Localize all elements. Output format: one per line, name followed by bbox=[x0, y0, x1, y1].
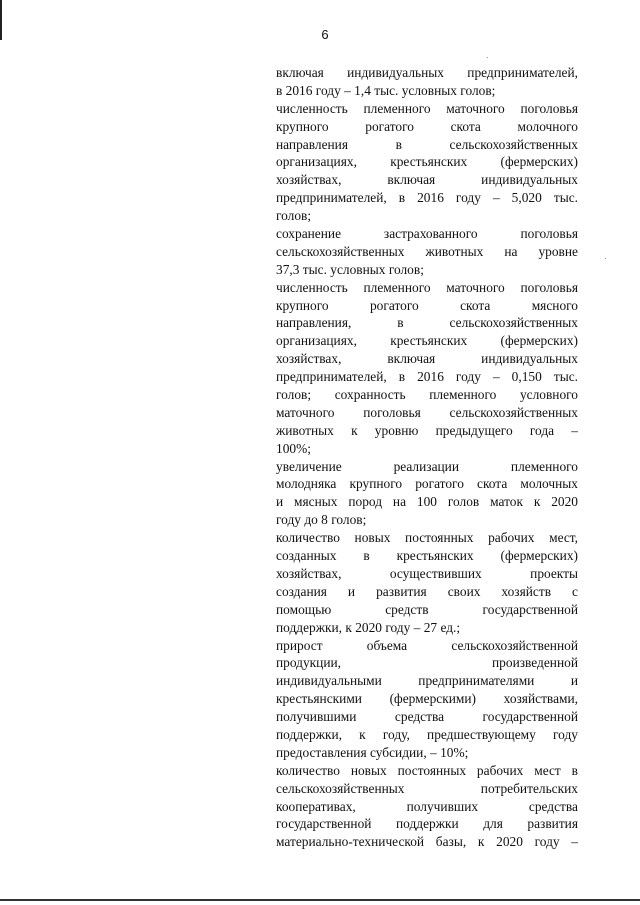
text-line: включая индивидуальных предпринимателей, bbox=[276, 65, 578, 80]
text-line: крестьянскими (фермерскими) хозяйствами, bbox=[276, 691, 578, 707]
text-line: хозяйствах, включая индивидуальных bbox=[276, 351, 578, 367]
text-line: голов; bbox=[276, 208, 312, 224]
text-line: голов; сохранность племенного условного bbox=[276, 387, 578, 403]
text-line: хозяйствах, осуществивших проекты bbox=[276, 565, 578, 581]
text-line: поддержки, к году, предшествующему году bbox=[276, 726, 578, 742]
scan-edge-line bbox=[0, 0, 2, 40]
body-text-column bbox=[276, 64, 578, 851]
text-line: сохранение застрахованного поголовья bbox=[276, 226, 578, 242]
scan-speck bbox=[487, 57, 488, 58]
text-line: сельскохозяйственных животных на уровне bbox=[276, 243, 578, 259]
text-line: кооперативах, получивших средства bbox=[276, 798, 578, 814]
scan-speck bbox=[605, 258, 606, 259]
text-line: 100%; bbox=[276, 440, 311, 456]
text-line: году до 8 голов; bbox=[276, 512, 367, 528]
text-line: прирост объема сельскохозяйственной bbox=[276, 637, 578, 653]
text-line: маточного поголовья сельскохозяйственных bbox=[276, 404, 578, 420]
text-line: направления, в сельскохозяйственных bbox=[276, 315, 578, 331]
text-line: численность племенного маточного поголовья bbox=[276, 279, 578, 295]
text-line: сельскохозяйственных потребительских bbox=[276, 780, 578, 796]
text-line: численность племенного маточного поголовья bbox=[276, 100, 578, 116]
text-line: помощью средств государственной bbox=[276, 601, 578, 617]
text-line: 37,3 тыс. условных голов; bbox=[276, 261, 424, 277]
text-line: молодняка крупного рогатого скота молочных bbox=[276, 476, 578, 492]
text-line: животных к уровню предыдущего года – bbox=[276, 422, 578, 438]
text-line: количество новых постоянных рабочих мест в bbox=[276, 762, 578, 778]
text-line: индивидуальными предпринимателями и bbox=[276, 673, 578, 689]
text-line: получившими средства государственной bbox=[276, 709, 578, 725]
text-line: хозяйствах, включая индивидуальных bbox=[276, 172, 578, 188]
text-line: создания и развития своих хозяйств с bbox=[276, 583, 578, 599]
scan-bottom-edge bbox=[0, 899, 640, 901]
text-line: предпринимателей, в 2016 году – 0,150 тыс. bbox=[276, 369, 578, 385]
text-line: организациях, крестьянских (фермерских) bbox=[276, 333, 578, 349]
text-line: в 2016 году – 1,4 тыс. условных голов; bbox=[276, 82, 496, 98]
text-line: организациях, крестьянских (фермерских) bbox=[276, 154, 578, 170]
text-line: материально-технической базы, к 2020 году – bbox=[276, 834, 578, 850]
text-line: предпринимателей, в 2016 году – 5,020 тыс. bbox=[276, 190, 578, 206]
text-line: предоставления субсидии, – 10%; bbox=[276, 744, 469, 760]
text-line: крупного рогатого скота мясного bbox=[276, 297, 578, 313]
text-line: направления в сельскохозяйственных bbox=[276, 136, 578, 152]
text-line: поддержки, к 2020 году – 27 ед.; bbox=[276, 619, 461, 635]
text-line: крупного рогатого скота молочного bbox=[276, 118, 578, 134]
page-number: 6 bbox=[321, 27, 329, 42]
text-line: количество новых постоянных рабочих мест, bbox=[276, 530, 578, 546]
text-line: государственной поддержки для развития bbox=[276, 816, 578, 832]
text-line: и мясных пород на 100 голов маток к 2020 bbox=[276, 494, 578, 510]
text-line: продукции, произведенной bbox=[276, 655, 578, 671]
text-line: созданных в крестьянских (фермерских) bbox=[276, 548, 578, 564]
text-line: увеличение реализации племенного bbox=[276, 458, 578, 474]
